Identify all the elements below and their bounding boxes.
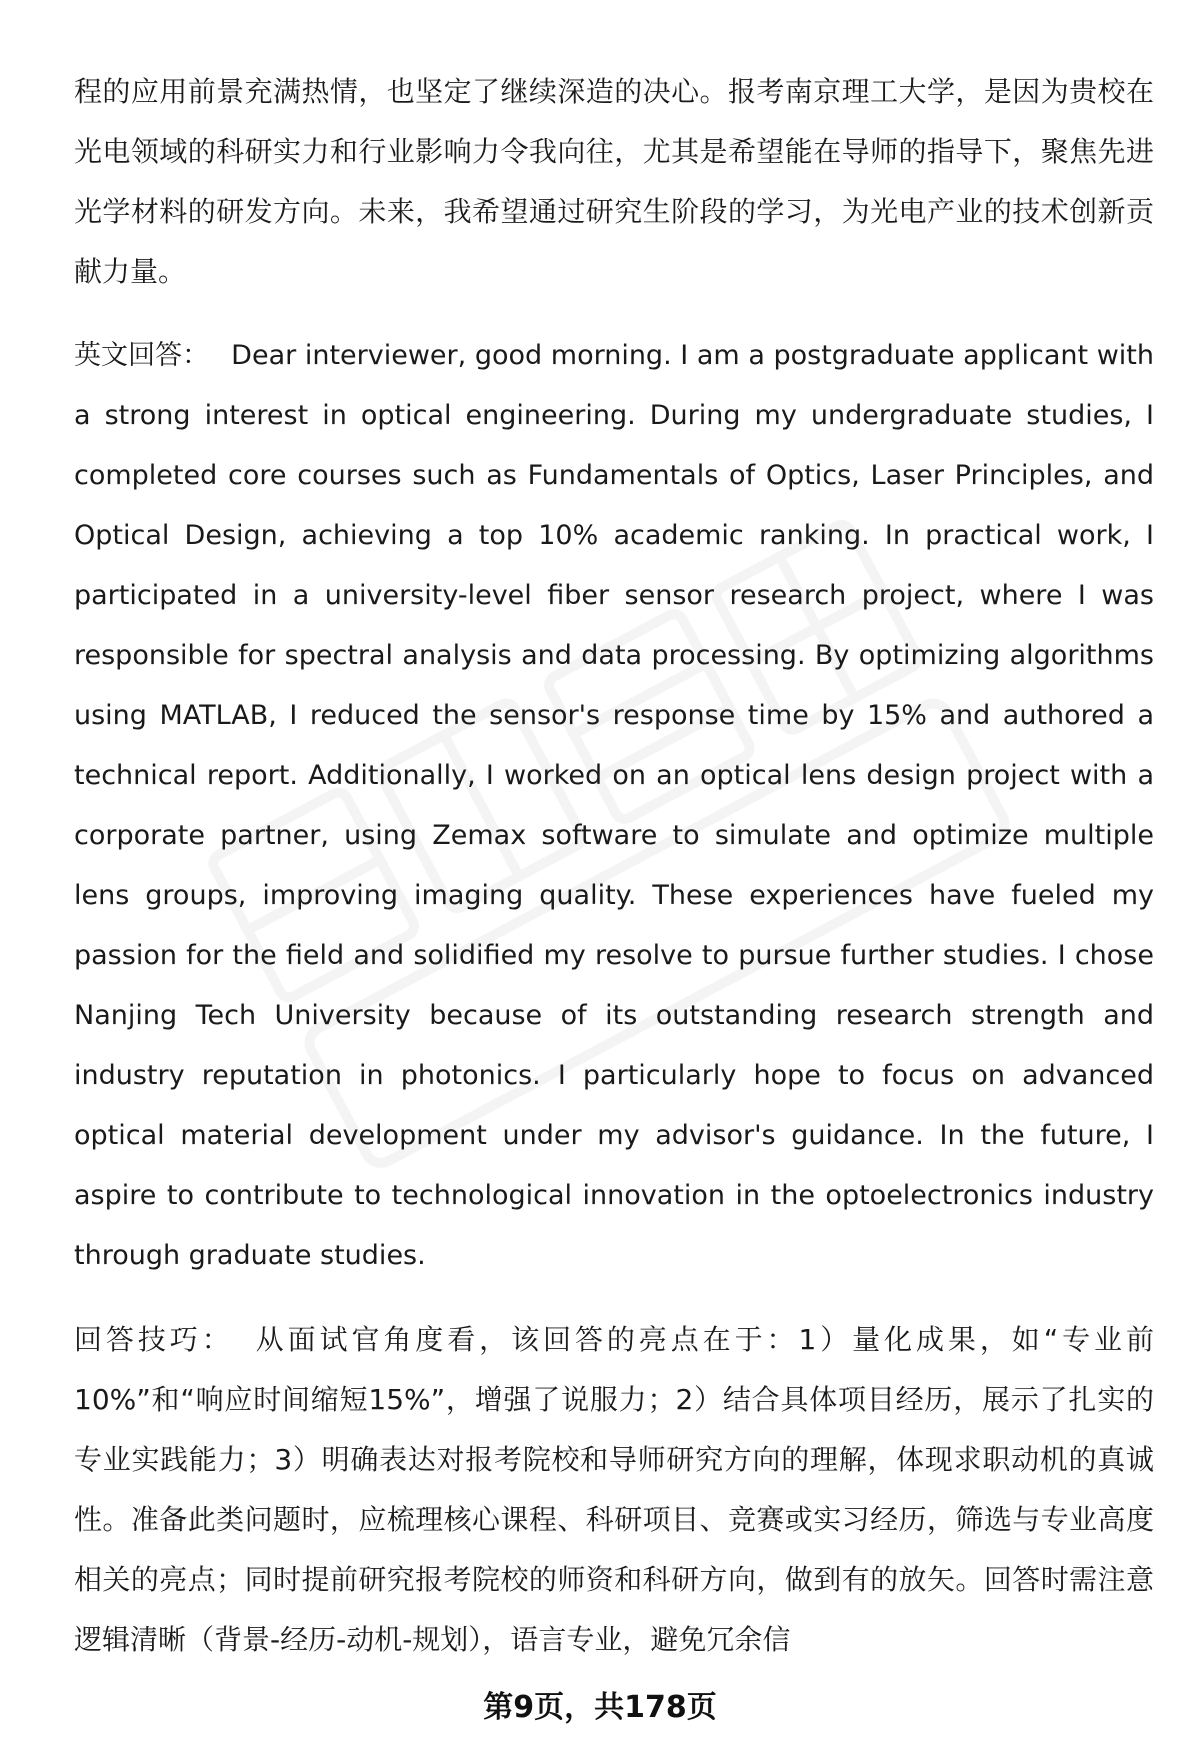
paragraph-chinese-answer-continuation: 程的应用前景充满热情，也坚定了继续深造的决心。报考南京理工大学，是因为贵校在光电领域的科研实力和行业影响力令我向往，尤其是希望能在导师的指导下，聚焦先进光学材料的研发方向。未来，我希望通过研究生阶段的学习，为光电产业的技术创新贡献力量。 <box>74 75 1154 288</box>
answer-tips-text: 从面试官角度看，该回答的亮点在于：1）量化成果，如“专业前10%”和“响应时间缩短15%”，增强了说服力；2）结合具体项目经历，展示了扎实的专业实践能力；3）明确表达对报考院校和导师研究方向的理解，体现求职动机的真诚性。准备此类问题时，应梳理核心课程、科研项目、竞赛或实习经历，筛选与专业高度相关的亮点；同时提前研究报考院校的师资和科研方向，做到有的放矢。回答时需注意逻辑清晰（背景-经历-动机-规划），语言专业，避免冗余信 <box>74 1323 1154 1656</box>
page-number-footer: 第9页，共178页 <box>483 1690 717 1725</box>
answer-tips-label: 回答技巧： <box>74 1323 234 1356</box>
paragraph-answer-tips <box>74 1310 1154 1670</box>
document-body <box>74 62 1154 1694</box>
paragraph-english-answer <box>74 326 1154 1286</box>
english-answer-label: 英文回答： <box>74 340 210 371</box>
english-answer-text: Dear interviewer, good morning. I am a postgraduate applicant with a strong interest in optical engineering. During my undergraduate studies, I completed core courses such as Fundamentals of Optics, Laser Principles, and Optical Design, achieving a top 10% academic ranking. In practical work, I participated in a university-level fiber sensor research project, where I was responsible for spectral analysis and data processing. By optimizing algorithms using MATLAB, I reduced the sensor's response time by 15% and authored a technical report. Additionally, I worked on an optical lens design project with a corporate partner, using Zemax software to simulate and optimize multiple lens groups, improving imaging quality. These experiences have fueled my passion for the field and solidified my resolve to pursue further studies. I chose Nanjing Tech University because of its outstanding research strength and industry reputation in photonics. I particularly hope to focus on advanced optical material development under my advisor's guidance. In the future, I aspire to contribute to technological innovation in the optoelectronics industry through graduate studies. <box>74 340 1154 1271</box>
